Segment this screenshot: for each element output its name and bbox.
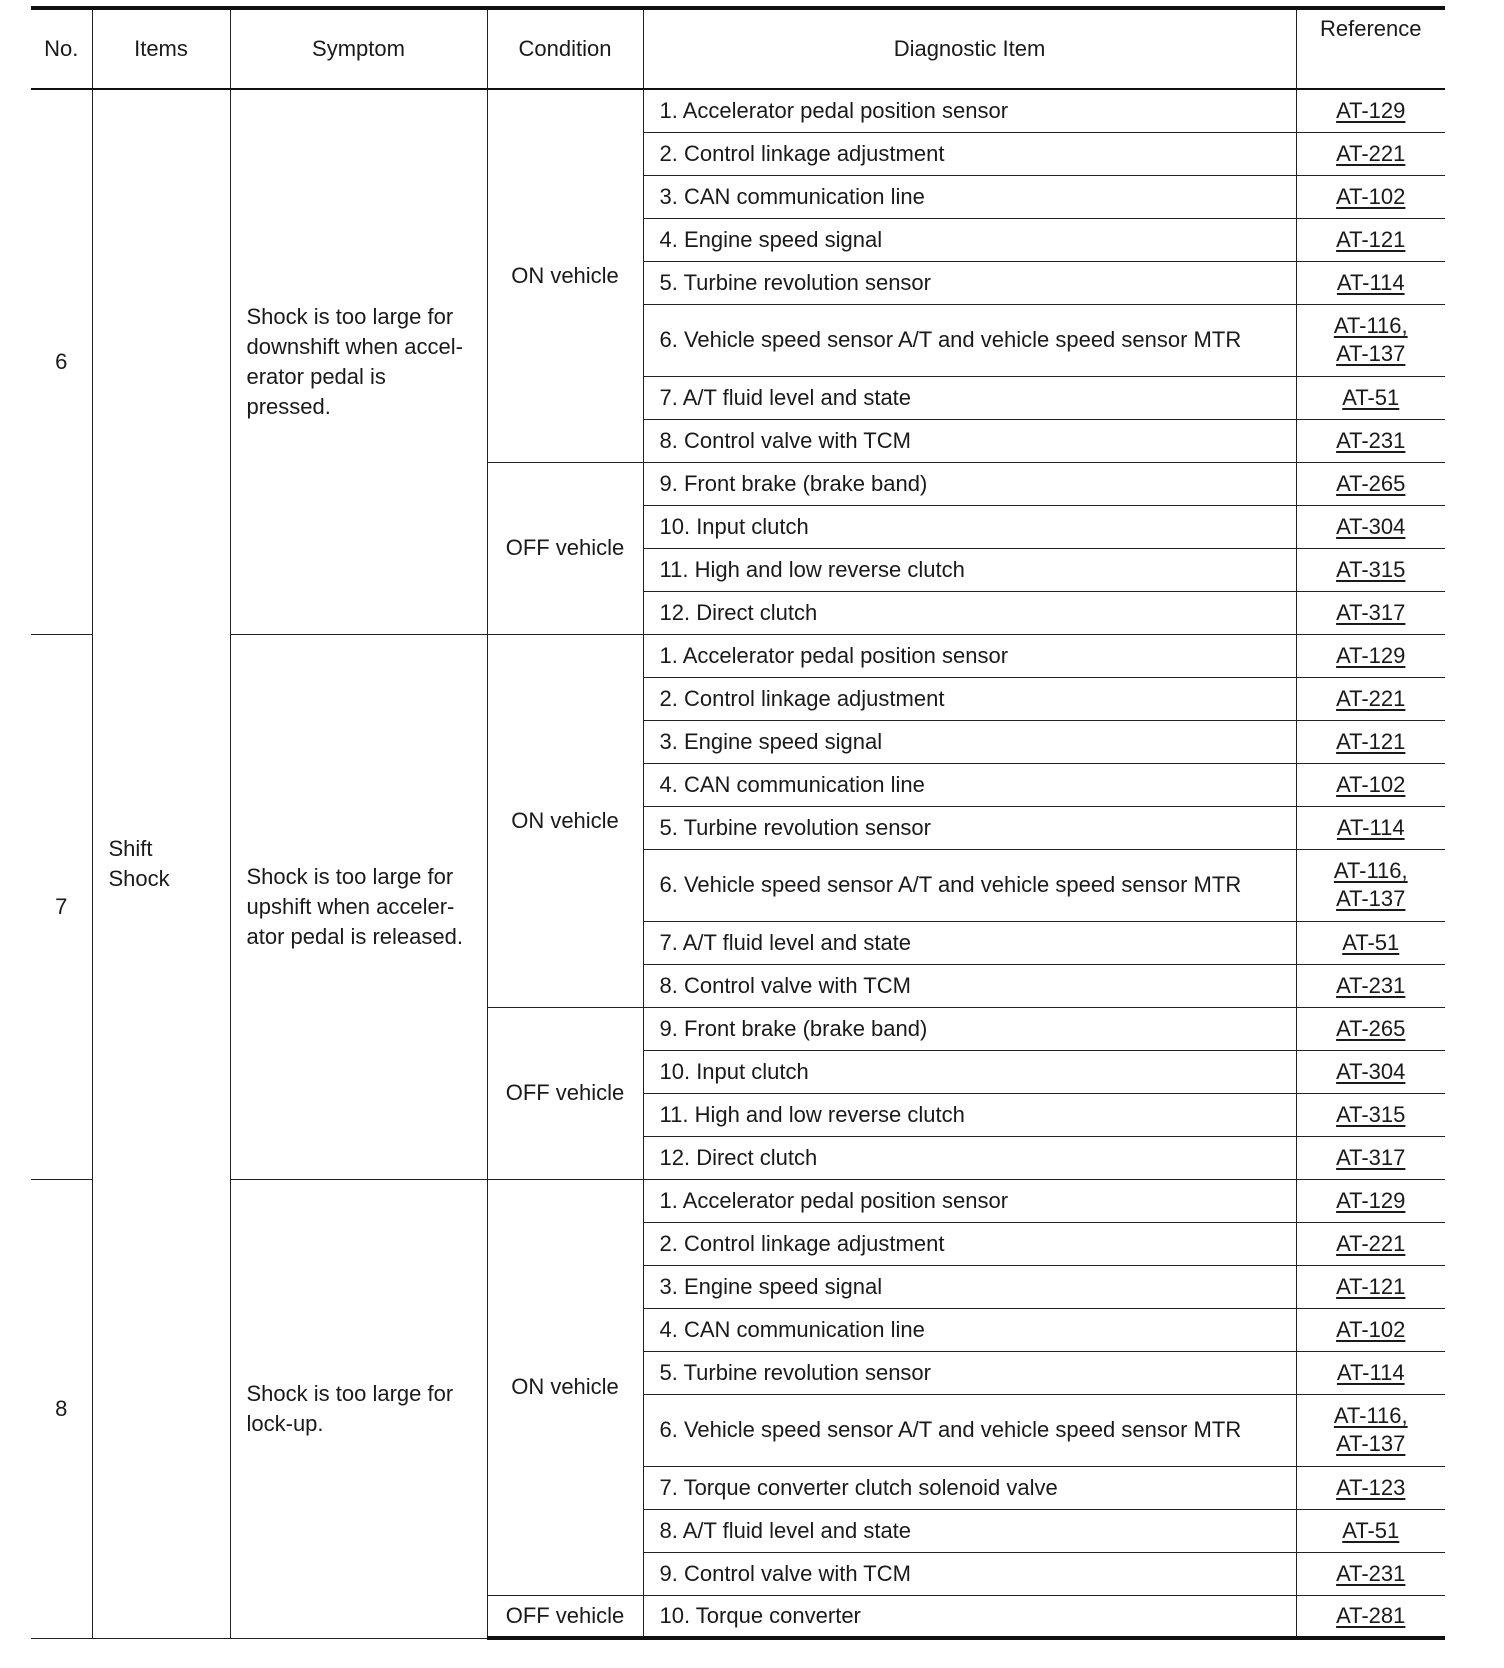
diagnostic-item: 9. Front brake (brake band)	[643, 1007, 1296, 1050]
reference-link[interactable]: AT-315	[1336, 1101, 1406, 1127]
reference-link[interactable]: AT-123	[1336, 1474, 1406, 1500]
diagnostic-item: 10. Torque converter	[643, 1595, 1296, 1638]
reference-link[interactable]: AT-129	[1336, 1187, 1406, 1213]
reference-link[interactable]: AT-116,	[1333, 1403, 1408, 1428]
diagnostic-item: 11. High and low reverse clutch	[643, 1093, 1296, 1136]
reference-link[interactable]: AT-281	[1336, 1602, 1406, 1628]
reference-cell	[1296, 1308, 1445, 1351]
diagnostic-item: 9. Control valve with TCM	[643, 1552, 1296, 1595]
reference-cell	[1296, 89, 1445, 132]
reference-cell	[1296, 376, 1445, 419]
reference-cell	[1296, 1136, 1445, 1179]
reference-cell	[1296, 720, 1445, 763]
reference-cell	[1296, 1466, 1445, 1509]
reference-cell	[1296, 1595, 1445, 1638]
reference-cell	[1296, 806, 1445, 849]
diagnostic-item: 10. Input clutch	[643, 1050, 1296, 1093]
reference-link[interactable]: AT-304	[1336, 1058, 1406, 1084]
diagnostic-item: 4. CAN communication line	[643, 763, 1296, 806]
reference-link[interactable]: AT-265	[1336, 1015, 1406, 1041]
diagnostic-item: 8. A/T fluid level and state	[643, 1509, 1296, 1552]
condition-cell: OFF vehicle	[487, 1007, 643, 1179]
diagnostic-item: 6. Vehicle speed sensor A/T and vehicle speed sensor MTR	[643, 1394, 1296, 1466]
table-body	[31, 89, 1445, 1638]
reference-link[interactable]: AT-114	[1336, 814, 1405, 840]
reference-cell	[1296, 261, 1445, 304]
diagnostic-item: 1. Accelerator pedal position sensor	[643, 1179, 1296, 1222]
diagnostic-item: 3. Engine speed signal	[643, 1265, 1296, 1308]
diagnostic-item: 6. Vehicle speed sensor A/T and vehicle speed sensor MTR	[643, 304, 1296, 376]
table-row	[31, 89, 1445, 132]
diagnostic-item: 5. Turbine revolution sensor	[643, 806, 1296, 849]
diagnostic-item: 2. Control linkage adjustment	[643, 1222, 1296, 1265]
symptom-cell: Shock is too large for upshift when acceler- ator pedal is released.	[230, 634, 487, 1179]
reference-cell	[1296, 1265, 1445, 1308]
diagnostic-item: 9. Front brake (brake band)	[643, 462, 1296, 505]
reference-cell	[1296, 964, 1445, 1007]
condition-cell: OFF vehicle	[487, 1595, 643, 1638]
diagnostic-item: 8. Control valve with TCM	[643, 964, 1296, 1007]
reference-link[interactable]: AT-129	[1336, 642, 1406, 668]
reference-link[interactable]: AT-121	[1336, 1273, 1406, 1299]
reference-cell	[1296, 1394, 1445, 1466]
condition-cell: OFF vehicle	[487, 462, 643, 634]
header-row	[31, 8, 1445, 89]
reference-cell	[1296, 419, 1445, 462]
diagnostic-item: 2. Control linkage adjustment	[643, 677, 1296, 720]
reference-cell	[1296, 1007, 1445, 1050]
reference-cell	[1296, 634, 1445, 677]
reference-link[interactable]: AT-51	[1342, 384, 1400, 410]
diagnostic-item: 7. Torque converter clutch solenoid valve	[643, 1466, 1296, 1509]
reference-cell	[1296, 849, 1445, 921]
row-number: 8	[31, 1179, 92, 1638]
reference-cell	[1296, 462, 1445, 505]
reference-cell	[1296, 677, 1445, 720]
reference-link[interactable]: AT-102	[1336, 183, 1406, 209]
reference-cell	[1296, 132, 1445, 175]
reference-link[interactable]: AT-137	[1336, 886, 1406, 911]
diagnostic-item: 7. A/T fluid level and state	[643, 376, 1296, 419]
diagnostic-item: 3. CAN communication line	[643, 175, 1296, 218]
diagnostic-item: 8. Control valve with TCM	[643, 419, 1296, 462]
reference-link[interactable]: AT-231	[1336, 1560, 1406, 1586]
reference-link[interactable]: AT-221	[1336, 1230, 1406, 1256]
reference-cell	[1296, 1351, 1445, 1394]
reference-cell	[1296, 1093, 1445, 1136]
reference-link[interactable]: AT-102	[1336, 771, 1406, 797]
reference-link[interactable]: AT-231	[1336, 972, 1406, 998]
diagnostic-item: 2. Control linkage adjustment	[643, 132, 1296, 175]
diagnostic-item: 7. A/T fluid level and state	[643, 921, 1296, 964]
header-diagnostic-item: Diagnostic Item	[643, 8, 1296, 89]
reference-link[interactable]: AT-116,	[1333, 313, 1408, 338]
reference-link[interactable]: AT-116,	[1333, 858, 1408, 883]
condition-cell: ON vehicle	[487, 89, 643, 462]
reference-cell	[1296, 548, 1445, 591]
row-number: 7	[31, 634, 92, 1179]
reference-link[interactable]: AT-231	[1336, 427, 1406, 453]
items-cell: Shift Shock	[92, 89, 230, 1638]
reference-cell	[1296, 1552, 1445, 1595]
reference-link[interactable]: AT-317	[1336, 599, 1406, 625]
reference-link[interactable]: AT-315	[1336, 556, 1406, 582]
diagnostic-table-container	[31, 6, 1445, 1640]
diagnostic-item: 4. Engine speed signal	[643, 218, 1296, 261]
reference-cell	[1296, 591, 1445, 634]
reference-cell	[1296, 218, 1445, 261]
row-number: 6	[31, 89, 92, 634]
table-row	[31, 634, 1445, 677]
reference-link[interactable]: AT-114	[1336, 1359, 1405, 1385]
reference-cell	[1296, 1050, 1445, 1093]
diagnostic-item: 12. Direct clutch	[643, 591, 1296, 634]
reference-link[interactable]: AT-102	[1336, 1316, 1406, 1342]
reference-cell	[1296, 1179, 1445, 1222]
condition-cell: ON vehicle	[487, 1179, 643, 1595]
diagnostic-item: 3. Engine speed signal	[643, 720, 1296, 763]
reference-cell	[1296, 304, 1445, 376]
reference-link[interactable]: AT-137	[1336, 1431, 1406, 1456]
diagnostic-item: 1. Accelerator pedal position sensor	[643, 634, 1296, 677]
symptom-cell: Shock is too large for lock-up.	[230, 1179, 487, 1638]
diagnostic-item: 4. CAN communication line	[643, 1308, 1296, 1351]
header-condition: Condition	[487, 8, 643, 89]
header-reference: Reference	[1296, 8, 1445, 89]
reference-cell	[1296, 921, 1445, 964]
reference-link[interactable]: AT-51	[1342, 929, 1400, 955]
header-symptom: Symptom	[230, 8, 487, 89]
diagnostic-item: 6. Vehicle speed sensor A/T and vehicle speed sensor MTR	[643, 849, 1296, 921]
reference-cell	[1296, 505, 1445, 548]
diagnostic-item: 10. Input clutch	[643, 505, 1296, 548]
reference-link[interactable]: AT-304	[1336, 513, 1406, 539]
reference-link[interactable]: AT-51	[1342, 1517, 1400, 1543]
table-row	[31, 1179, 1445, 1222]
shift-shock-diagnostic-table	[31, 6, 1445, 1640]
reference-link[interactable]: AT-221	[1336, 685, 1406, 711]
reference-link[interactable]: AT-265	[1336, 470, 1406, 496]
header-items: Items	[92, 8, 230, 89]
diagnostic-item: 5. Turbine revolution sensor	[643, 1351, 1296, 1394]
diagnostic-item: 11. High and low reverse clutch	[643, 548, 1296, 591]
reference-link[interactable]: AT-221	[1336, 140, 1406, 166]
condition-cell: ON vehicle	[487, 634, 643, 1007]
reference-link[interactable]: AT-114	[1336, 269, 1405, 295]
diagnostic-item: 5. Turbine revolution sensor	[643, 261, 1296, 304]
diagnostic-item: 12. Direct clutch	[643, 1136, 1296, 1179]
reference-cell	[1296, 1509, 1445, 1552]
header-no: No.	[31, 8, 92, 89]
reference-link[interactable]: AT-121	[1336, 728, 1406, 754]
reference-link[interactable]: AT-137	[1336, 341, 1406, 366]
diagnostic-item: 1. Accelerator pedal position sensor	[643, 89, 1296, 132]
reference-link[interactable]: AT-317	[1336, 1144, 1406, 1170]
reference-cell	[1296, 1222, 1445, 1265]
reference-cell	[1296, 175, 1445, 218]
symptom-cell: Shock is too large for downshift when accel- erator pedal is pressed.	[230, 89, 487, 634]
reference-cell	[1296, 763, 1445, 806]
reference-link[interactable]: AT-121	[1336, 226, 1406, 252]
reference-link[interactable]: AT-129	[1336, 97, 1406, 123]
